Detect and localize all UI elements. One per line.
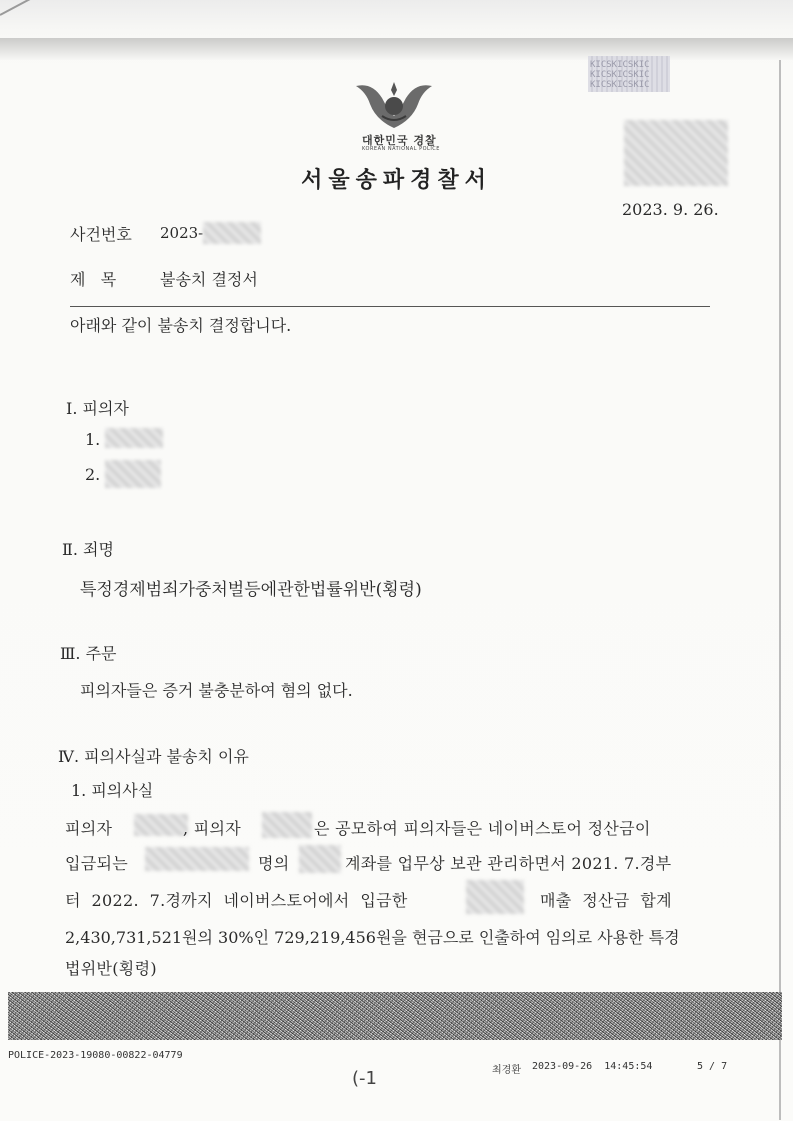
document-id: POLICE-2023-19080-00822-04779 [8,1050,183,1061]
fact-line-3b: 매출 정산금 합계 [540,891,672,910]
corner-fold [0,0,36,16]
section-2-title: Ⅱ. 죄명 [62,540,114,559]
fact-line-4: 2,430,731,521원의 30%인 729,219,456원을 현금으로 인출하여 임의로 사용한 특경 [65,928,680,947]
redacted-name-2 [262,812,312,838]
section-4-subtitle: 1. 피의사실 [71,781,154,800]
fact-line-1b: , 피의자 [183,819,242,838]
police-name-en: KOREAN NATIONAL POLICE [362,146,440,152]
redacted-store [466,880,524,914]
police-emblem-icon [352,76,436,132]
police-name-kr: 대한민국 경찰 [362,134,437,147]
case-number-label: 사건번호 [70,225,132,244]
scan-noise-band [8,992,782,1040]
subject-value: 불송치 결정서 [160,270,258,289]
intro-text: 아래와 같이 불송치 결정합니다. [70,316,292,335]
print-timestamp: 2023-09-26 14:45:54 [532,1061,653,1072]
fact-line-5: 법위반(횡령) [65,959,157,978]
case-number-value: 2023- [160,224,204,242]
scan-shadow [0,38,793,60]
page-number: 5 / 7 [697,1061,728,1072]
section-3-title: Ⅲ. 주문 [60,644,117,663]
stamp-text: KICSKICSKIC KICSKICSKIC KICSKICSKIC [590,60,650,90]
suspect-item-2: 2. [85,465,101,484]
officer-name: 최경환 [492,1065,521,1076]
section-1-title: Ⅰ. 피의자 [66,399,129,418]
redacted-suspect-1 [105,428,163,448]
fact-line-1a: 피의자 [65,819,113,838]
redacted-company [145,847,249,871]
section-4-title: Ⅳ. 피의사실과 불송치 이유 [58,747,249,766]
fact-line-2c: 계좌를 업무상 보관 관리하면서 2021. 7.경부 [345,854,672,873]
fact-line-2a: 입금되는 [65,854,129,873]
document-date: 2023. 9. 26. [622,200,719,219]
redacted-case-number [203,222,261,244]
handwritten-mark: (-1 [352,1068,377,1089]
page-edge [779,60,781,1120]
redacted-suspect-2 [105,460,161,488]
suspect-item-1: 1. [85,430,101,449]
fact-line-3a: 터 2022. 7.경까지 네이버스토어에서 입금한 [65,891,408,910]
header-divider [70,306,710,307]
redacted-block [624,120,728,186]
offense-name: 특정경제범죄가중처벌등에관한법률위반(횡령) [80,580,422,600]
redacted-name-1 [134,814,188,836]
redacted-account-owner [299,845,341,873]
station-name: 서울송파경찰서 [301,167,492,193]
fact-line-1c: 은 공모하여 피의자들은 네이버스토어 정산금이 [314,819,651,838]
disposition-text: 피의자들은 증거 불충분하여 혐의 없다. [80,681,353,700]
subject-label: 제 목 [70,270,117,289]
fact-line-2b: 명의 [258,854,290,873]
